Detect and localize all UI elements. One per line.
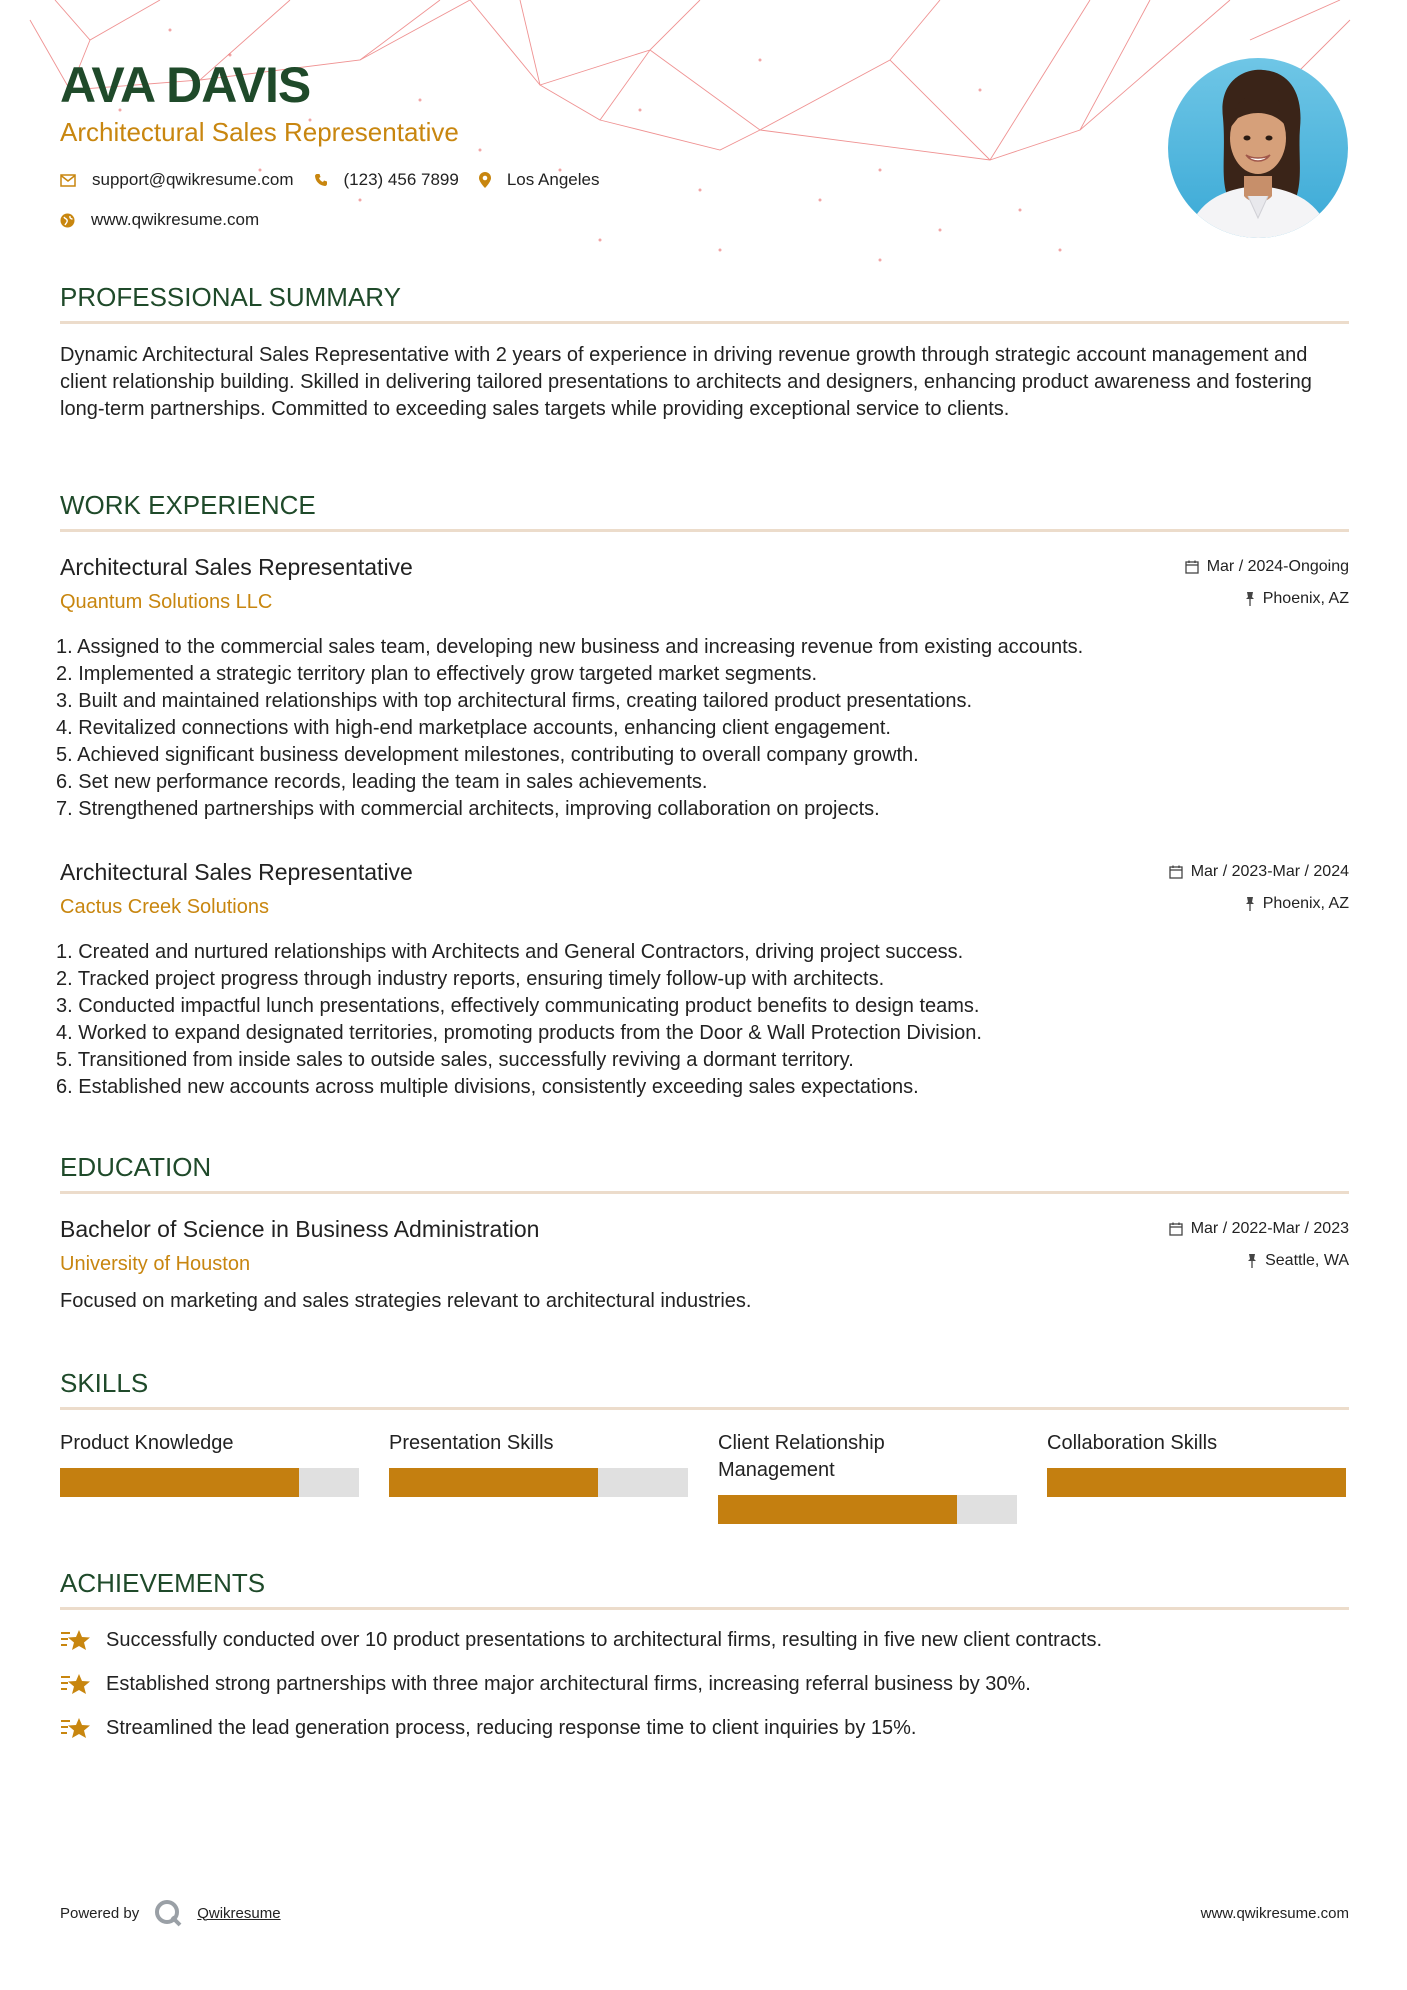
job-bullet: 7. Strengthened partnerships with commercial architects, improving collaboration on projects.	[56, 798, 880, 820]
education-entry	[60, 1216, 1349, 1315]
job-bullet: 1. Created and nurtured relationships with Architects and General Contractors, driving project success.	[56, 941, 964, 963]
candidate-title: Architectural Sales Representative	[60, 117, 459, 147]
job-title: Architectural Sales Representative	[60, 859, 413, 885]
summary-text: Dynamic Architectural Sales Representative with 2 years of experience in driving revenue growth through strategic account management and client relationship building. Skilled in delivering tailored presentations to architects and designers, enhancing product awareness and fostering long-term partnerships. Committed to exceeding sales targets while providing exceptional service to clients.	[60, 344, 1312, 420]
job-meta	[1169, 861, 1349, 925]
profile-photo	[1168, 58, 1348, 238]
job-bullet: 2. Implemented a strategic territory plan to effectively grow targeted market segments.	[56, 663, 818, 685]
skill-bar-fill	[718, 1495, 957, 1524]
job-title: Architectural Sales Representative	[60, 554, 413, 580]
pushpin-icon	[1245, 592, 1255, 606]
education-location-text: Seattle, WA	[1265, 1252, 1349, 1269]
achievement-item	[60, 1670, 1349, 1698]
job-bullet: 6. Established new accounts across multiple divisions, consistently exceeding sales expectations.	[56, 1076, 919, 1098]
achievements-section	[60, 1568, 1349, 1742]
achievement-text: Successfully conducted over 10 product presentations to architectural firms, resulting in five new client contracts.	[106, 1629, 1103, 1651]
skill-item	[60, 1430, 359, 1524]
skill-item	[718, 1430, 1017, 1524]
education-heading: EDUCATION	[60, 1152, 1349, 1194]
pushpin-icon	[1245, 897, 1255, 911]
achievement-text: Streamlined the lead generation process, reducing response time to client inquiries by 15%.	[106, 1717, 917, 1739]
calendar-icon	[1169, 1222, 1183, 1236]
school-name: University of Houston	[60, 1253, 251, 1275]
profile-photo-illustration	[1168, 58, 1348, 238]
achievements-list	[60, 1626, 1349, 1742]
skill-bar	[718, 1495, 1017, 1524]
star-award-icon	[60, 1627, 92, 1653]
job-bullet: 3. Built and maintained relationships with top architectural firms, creating tailored product presentations.	[56, 690, 973, 712]
degree-title: Bachelor of Science in Business Administration	[60, 1216, 540, 1242]
achievement-item	[60, 1714, 1349, 1742]
achievement-text: Established strong partnerships with three major architectural firms, increasing referral business by 30%.	[106, 1673, 1031, 1695]
job-date-text: Mar / 2024-Ongoing	[1206, 558, 1349, 575]
education-location	[1169, 1250, 1349, 1272]
contact-location	[479, 170, 600, 190]
job-location-text: Phoenix, AZ	[1262, 590, 1349, 607]
skill-item	[389, 1430, 688, 1524]
contact-website[interactable]	[60, 210, 259, 230]
phone-icon	[314, 173, 328, 187]
skill-name: Product Knowledge	[60, 1432, 234, 1454]
skill-name: Presentation Skills	[389, 1432, 554, 1454]
job-date-text: Mar / 2023-Mar / 2024	[1190, 863, 1349, 880]
location-text: Los Angeles	[506, 170, 600, 189]
job-bullet: 3. Conducted impactful lunch presentations, effectively communicating product benefits to design teams.	[56, 995, 980, 1017]
qwikresume-link[interactable]: Qwikresume	[197, 1904, 281, 1922]
job-bullet: 1. Assigned to the commercial sales team, developing new business and increasing revenue from existing accounts.	[56, 636, 1084, 658]
achievement-item	[60, 1626, 1349, 1654]
education-description: Focused on marketing and sales strategies relevant to architectural industries.	[60, 1290, 752, 1312]
education-section	[60, 1152, 1349, 1315]
calendar-icon	[1169, 865, 1183, 879]
summary-section	[60, 282, 1349, 423]
powered-by-label: Powered by	[60, 1904, 140, 1922]
skills-heading: SKILLS	[60, 1368, 1349, 1410]
achievements-heading: ACHIEVEMENTS	[60, 1568, 1349, 1610]
skill-bar	[60, 1468, 359, 1497]
contact-phone[interactable]	[314, 170, 459, 190]
qwikresume-logo-icon	[153, 1898, 183, 1928]
website-text: www.qwikresume.com	[91, 210, 260, 229]
email-text: support@qwikresume.com	[92, 170, 294, 189]
skill-name: Collaboration Skills	[1047, 1432, 1218, 1454]
experience-heading: WORK EXPERIENCE	[60, 490, 1349, 532]
pushpin-icon	[1247, 1254, 1257, 1268]
contact-email[interactable]	[60, 170, 294, 190]
job-date	[1185, 556, 1349, 578]
globe-icon	[60, 213, 75, 228]
skill-bar-fill	[60, 1468, 299, 1497]
job-entry	[56, 859, 1349, 1101]
contact-row	[60, 170, 619, 190]
envelope-icon	[60, 174, 76, 187]
skill-name: Client Relationship Management	[718, 1432, 885, 1481]
job-bullet: 5. Transitioned from inside sales to outside sales, successfully reviving a dormant territory.	[56, 1049, 854, 1071]
skill-bar-fill	[389, 1468, 598, 1497]
skill-bar	[389, 1468, 688, 1497]
experience-section	[56, 490, 1349, 1101]
job-date	[1169, 861, 1349, 883]
star-award-icon	[60, 1671, 92, 1697]
page-footer	[60, 1898, 1349, 1928]
job-bullets	[56, 939, 1349, 1101]
education-meta	[1169, 1218, 1349, 1282]
summary-heading: PROFESSIONAL SUMMARY	[60, 282, 1349, 324]
job-bullet: 4. Revitalized connections with high-end marketplace accounts, enhancing client engagement.	[56, 717, 891, 739]
job-bullet: 2. Tracked project progress through industry reports, ensuring timely follow-up with architects.	[56, 968, 885, 990]
calendar-icon	[1185, 560, 1199, 574]
skills-section	[60, 1368, 1349, 1524]
skill-bar-fill	[1047, 1468, 1346, 1497]
skill-item	[1047, 1430, 1346, 1524]
job-company: Quantum Solutions LLC	[60, 591, 273, 613]
job-bullets	[56, 634, 1349, 823]
phone-text: (123) 456 7899	[343, 170, 459, 189]
map-pin-icon	[479, 172, 491, 188]
education-date	[1169, 1218, 1349, 1240]
contact-row-2	[60, 210, 619, 230]
skill-bar	[1047, 1468, 1346, 1497]
job-bullet: 5. Achieved significant business development milestones, contributing to overall company growth.	[56, 744, 919, 766]
job-location-text: Phoenix, AZ	[1262, 895, 1349, 912]
resume-header	[60, 58, 619, 230]
job-meta	[1185, 556, 1349, 620]
education-date-text: Mar / 2022-Mar / 2023	[1190, 1220, 1349, 1237]
job-location	[1169, 893, 1349, 915]
job-location	[1185, 588, 1349, 610]
skills-grid	[60, 1430, 1349, 1524]
job-entry	[56, 554, 1349, 823]
job-company: Cactus Creek Solutions	[60, 896, 269, 918]
footer-website[interactable]: www.qwikresume.com	[1200, 1904, 1349, 1922]
candidate-name: AVA DAVIS	[60, 57, 311, 113]
job-bullet: 4. Worked to expand designated territories, promoting products from the Door & Wall Protection Division.	[56, 1022, 982, 1044]
star-award-icon	[60, 1715, 92, 1741]
job-bullet: 6. Set new performance records, leading the team in sales achievements.	[56, 771, 708, 793]
